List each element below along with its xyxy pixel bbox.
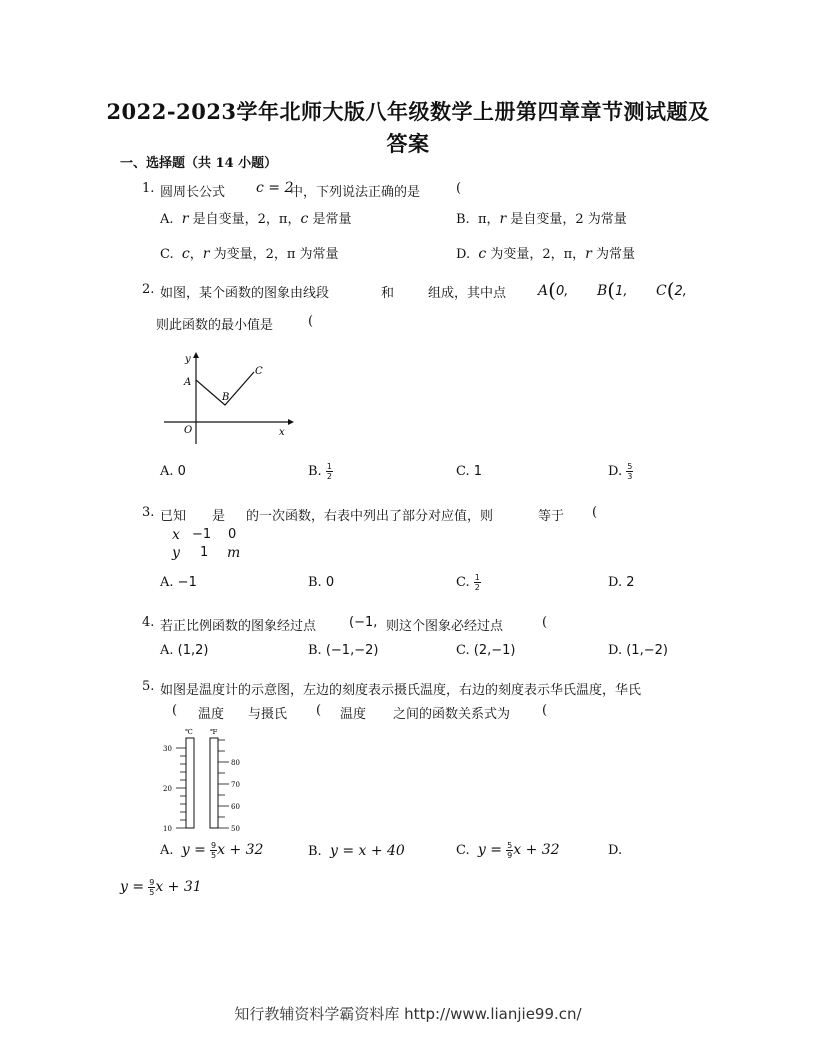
fraction: $\frac{1}{2}$ <box>474 573 480 592</box>
question-text: 如图，某个函数的图象由线段 <box>160 286 330 301</box>
fraction: $\frac{9}{5}$ <box>149 878 155 897</box>
thermometer-figure <box>155 724 255 836</box>
option-c[interactable]: C. 1 <box>456 464 483 479</box>
question-text: 等于 <box>538 509 565 524</box>
question-text: 如图是温度计的示意图，左边的刻度表示摄氏温度，右边的刻度表示华氏温度，华氏 <box>160 683 642 698</box>
section-heading: 一、选择题（共 14 小题） <box>120 156 278 171</box>
celsius-tick-label: 30 <box>163 745 172 753</box>
answer-paren: ( <box>542 615 548 630</box>
option-a[interactable]: A. y = $\frac{9}{5}$ x + 32 <box>160 841 264 860</box>
question-text: 则这个图象必经过点 <box>386 619 504 634</box>
fahrenheit-tick-label: 50 <box>231 825 240 833</box>
answer-paren: ( <box>542 703 548 718</box>
question-text: 和 <box>381 286 395 301</box>
question-text: ( <box>172 703 178 718</box>
question-text: ( <box>316 703 322 718</box>
option-d[interactable]: D. $\frac{5}{3}$ <box>608 462 633 481</box>
celsius-tick-label: 10 <box>163 825 172 833</box>
point: (−1, <box>349 615 378 630</box>
y-axis-arrow <box>193 352 199 358</box>
option-b[interactable]: B. $\frac{1}{2}$ <box>308 462 332 481</box>
fraction: $\frac{1}{2}$ <box>326 462 332 481</box>
fraction: $\frac{5}{9}$ <box>507 841 513 860</box>
question-number: 1. <box>142 181 155 196</box>
point-c: C(2, <box>656 278 687 302</box>
question-text: 是 <box>212 509 226 524</box>
fahrenheit-unit: ℉ <box>210 728 218 736</box>
page-title: 2022-2023学年北师大版八年级数学上册第四章章节测试题及 <box>106 99 710 124</box>
function-graph <box>160 348 300 448</box>
fraction: $\frac{9}{5}$ <box>211 841 217 860</box>
formula: c = 2 <box>256 180 294 196</box>
option-c[interactable]: C. c，r 为变量，2，π 为常量 <box>160 246 339 262</box>
question-text: 温度 <box>340 707 367 722</box>
label-c: C <box>255 366 263 377</box>
option-c[interactable]: C. (2,−1) <box>456 643 516 658</box>
option-c[interactable]: C. $\frac{1}{2}$ <box>456 573 480 592</box>
question-text: 与摄氏 <box>248 707 288 722</box>
question-text: 已知 <box>160 509 187 524</box>
question-text: 圆周长公式 <box>160 185 226 200</box>
answer-paren: ( <box>456 181 462 196</box>
answer-paren: ( <box>308 314 314 329</box>
question-number: 3. <box>142 505 155 520</box>
point-a: A(0, <box>538 278 569 302</box>
option-d[interactable]: D. (1,−2) <box>608 643 668 658</box>
option-b[interactable]: B. 0 <box>308 575 335 590</box>
question-text: 的一次函数，右表中列出了部分对应值，则 <box>246 509 494 524</box>
option-a[interactable]: A. (1,2) <box>160 643 209 658</box>
question-text: 温度 <box>198 707 225 722</box>
option-d-label[interactable]: D. <box>608 843 623 858</box>
fahrenheit-tick-label: 80 <box>231 759 240 767</box>
question-number: 5. <box>142 679 155 694</box>
celsius-unit: ℃ <box>185 728 193 736</box>
label-b: B <box>222 392 230 403</box>
option-d[interactable]: y = $\frac{9}{5}$ x + 31 <box>120 878 202 897</box>
point-b: B(1, <box>597 278 628 302</box>
option-b[interactable]: B. (−1,−2) <box>308 643 379 658</box>
label-a: A <box>184 377 192 388</box>
option-a[interactable]: A. r 是自变量，2，π，c 是常量 <box>160 211 352 227</box>
question-number: 2. <box>142 282 155 297</box>
question-text: 中，下列说法正确的是 <box>290 185 421 200</box>
celsius-tick-label: 20 <box>163 785 172 793</box>
question-number: 4. <box>142 615 155 630</box>
option-c[interactable]: C. y = $\frac{5}{9}$ x + 32 <box>456 841 560 860</box>
option-d[interactable]: D. c 为变量，2，π，r 为常量 <box>456 246 636 262</box>
y-label: y <box>185 354 191 365</box>
fahrenheit-tick-label: 70 <box>231 781 240 789</box>
question-text: 组成，其中点 <box>428 286 507 301</box>
x-label: x <box>279 427 285 438</box>
question-text: 若正比例函数的图象经过点 <box>160 619 317 634</box>
footer-link[interactable]: 知行教辅资料学霸资料库 http://www.lianjie99.cn/ <box>234 1005 582 1023</box>
option-b[interactable]: B. π，r 是自变量，2 为常量 <box>456 211 627 227</box>
option-d[interactable]: D. 2 <box>608 575 635 590</box>
fraction: $\frac{5}{3}$ <box>627 462 633 481</box>
x-axis-arrow <box>288 419 294 425</box>
fahrenheit-tick-label: 60 <box>231 803 240 811</box>
option-a[interactable]: A. 0 <box>160 464 186 479</box>
option-a[interactable]: A. −1 <box>160 575 197 590</box>
answer-paren: ( <box>592 505 598 520</box>
page-title-continued: 答案 <box>386 131 430 156</box>
question-text: 则此函数的最小值是 <box>156 318 274 333</box>
label-o: O <box>184 425 193 436</box>
question-text: 之间的函数关系式为 <box>393 707 511 722</box>
option-b[interactable]: B. y = x + 40 <box>308 843 405 859</box>
